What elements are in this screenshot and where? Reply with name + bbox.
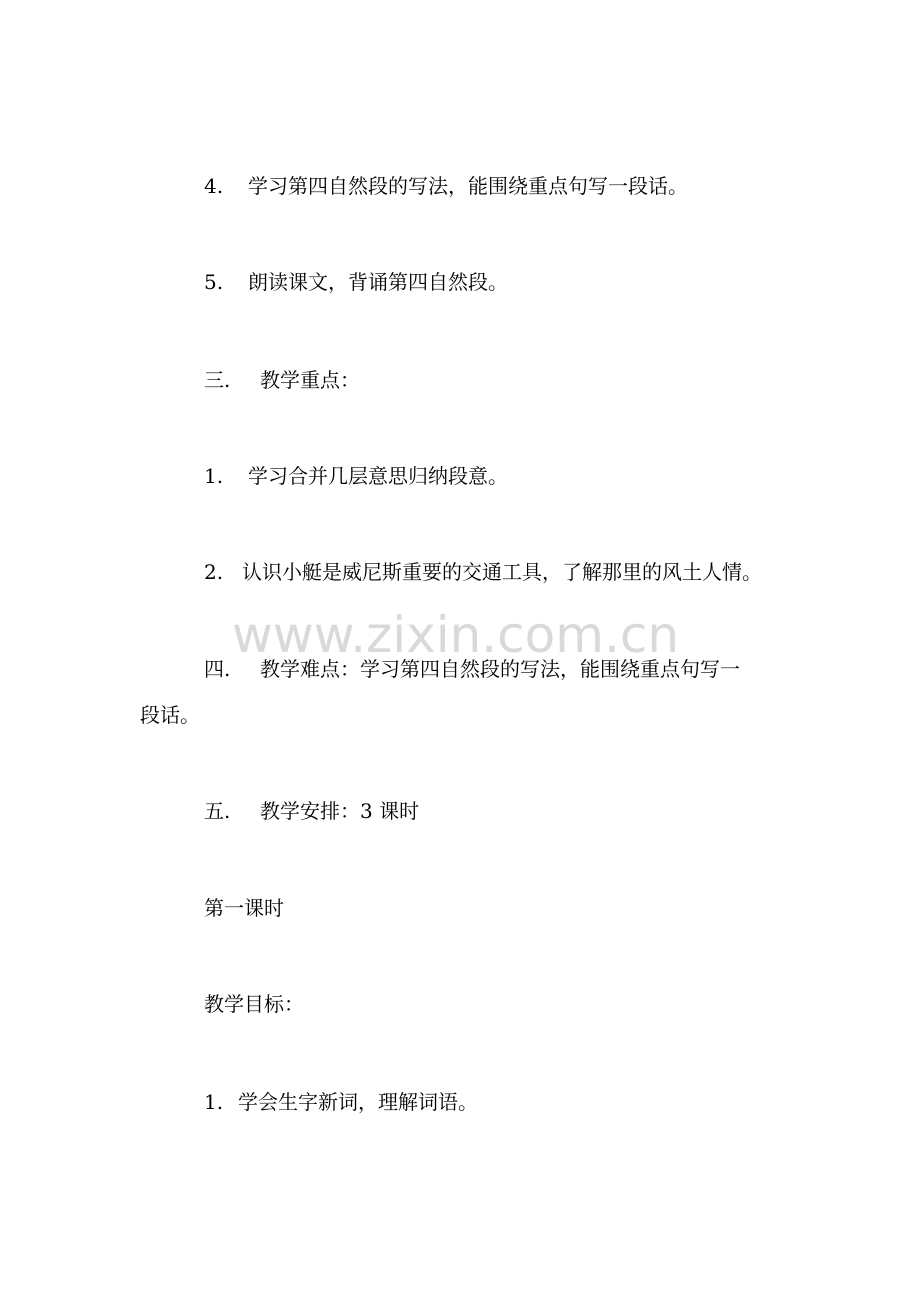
lesson-title: 第一课时: [204, 896, 284, 920]
item-text: 学习第四自然段的写法，能围绕重点句写一段话。: [248, 174, 688, 198]
item-number: 5.: [204, 270, 224, 294]
list-item-4: [204, 172, 688, 200]
watermark: www.zixin.com.cn: [232, 606, 680, 664]
section-heading-3: [204, 366, 360, 394]
item-text: 学习合并几层意思归纳段意。: [248, 464, 508, 488]
item-number: 2.: [204, 560, 224, 584]
section-text: 教学安排：3 课时: [260, 799, 420, 823]
item-text: 朗读课文，背诵第四自然段。: [248, 270, 508, 294]
section-heading-5: [204, 797, 419, 825]
list-item-2: [204, 558, 762, 586]
section-number: 五.: [204, 799, 231, 823]
list-item-5: [204, 268, 508, 296]
section-text: 教学重点：: [260, 368, 360, 392]
section-number: 三.: [204, 368, 231, 392]
item-text: 认识小艇是威尼斯重要的交通工具，了解那里的风土人情。: [242, 560, 762, 584]
item-text: 学会生字新词，理解词语。: [238, 1090, 478, 1114]
section-text-continuation: 段话。: [140, 703, 200, 727]
objectives-heading: 教学目标：: [204, 992, 304, 1016]
section-text: 教学难点：学习第四自然段的写法，能围绕重点句写一: [260, 657, 740, 681]
list-item-1: [204, 462, 508, 490]
objective-item-1: [204, 1088, 478, 1116]
section-number: 四.: [204, 657, 231, 681]
item-number: 1.: [204, 464, 224, 488]
item-number: 1.: [204, 1090, 224, 1114]
item-number: 4.: [204, 174, 224, 198]
